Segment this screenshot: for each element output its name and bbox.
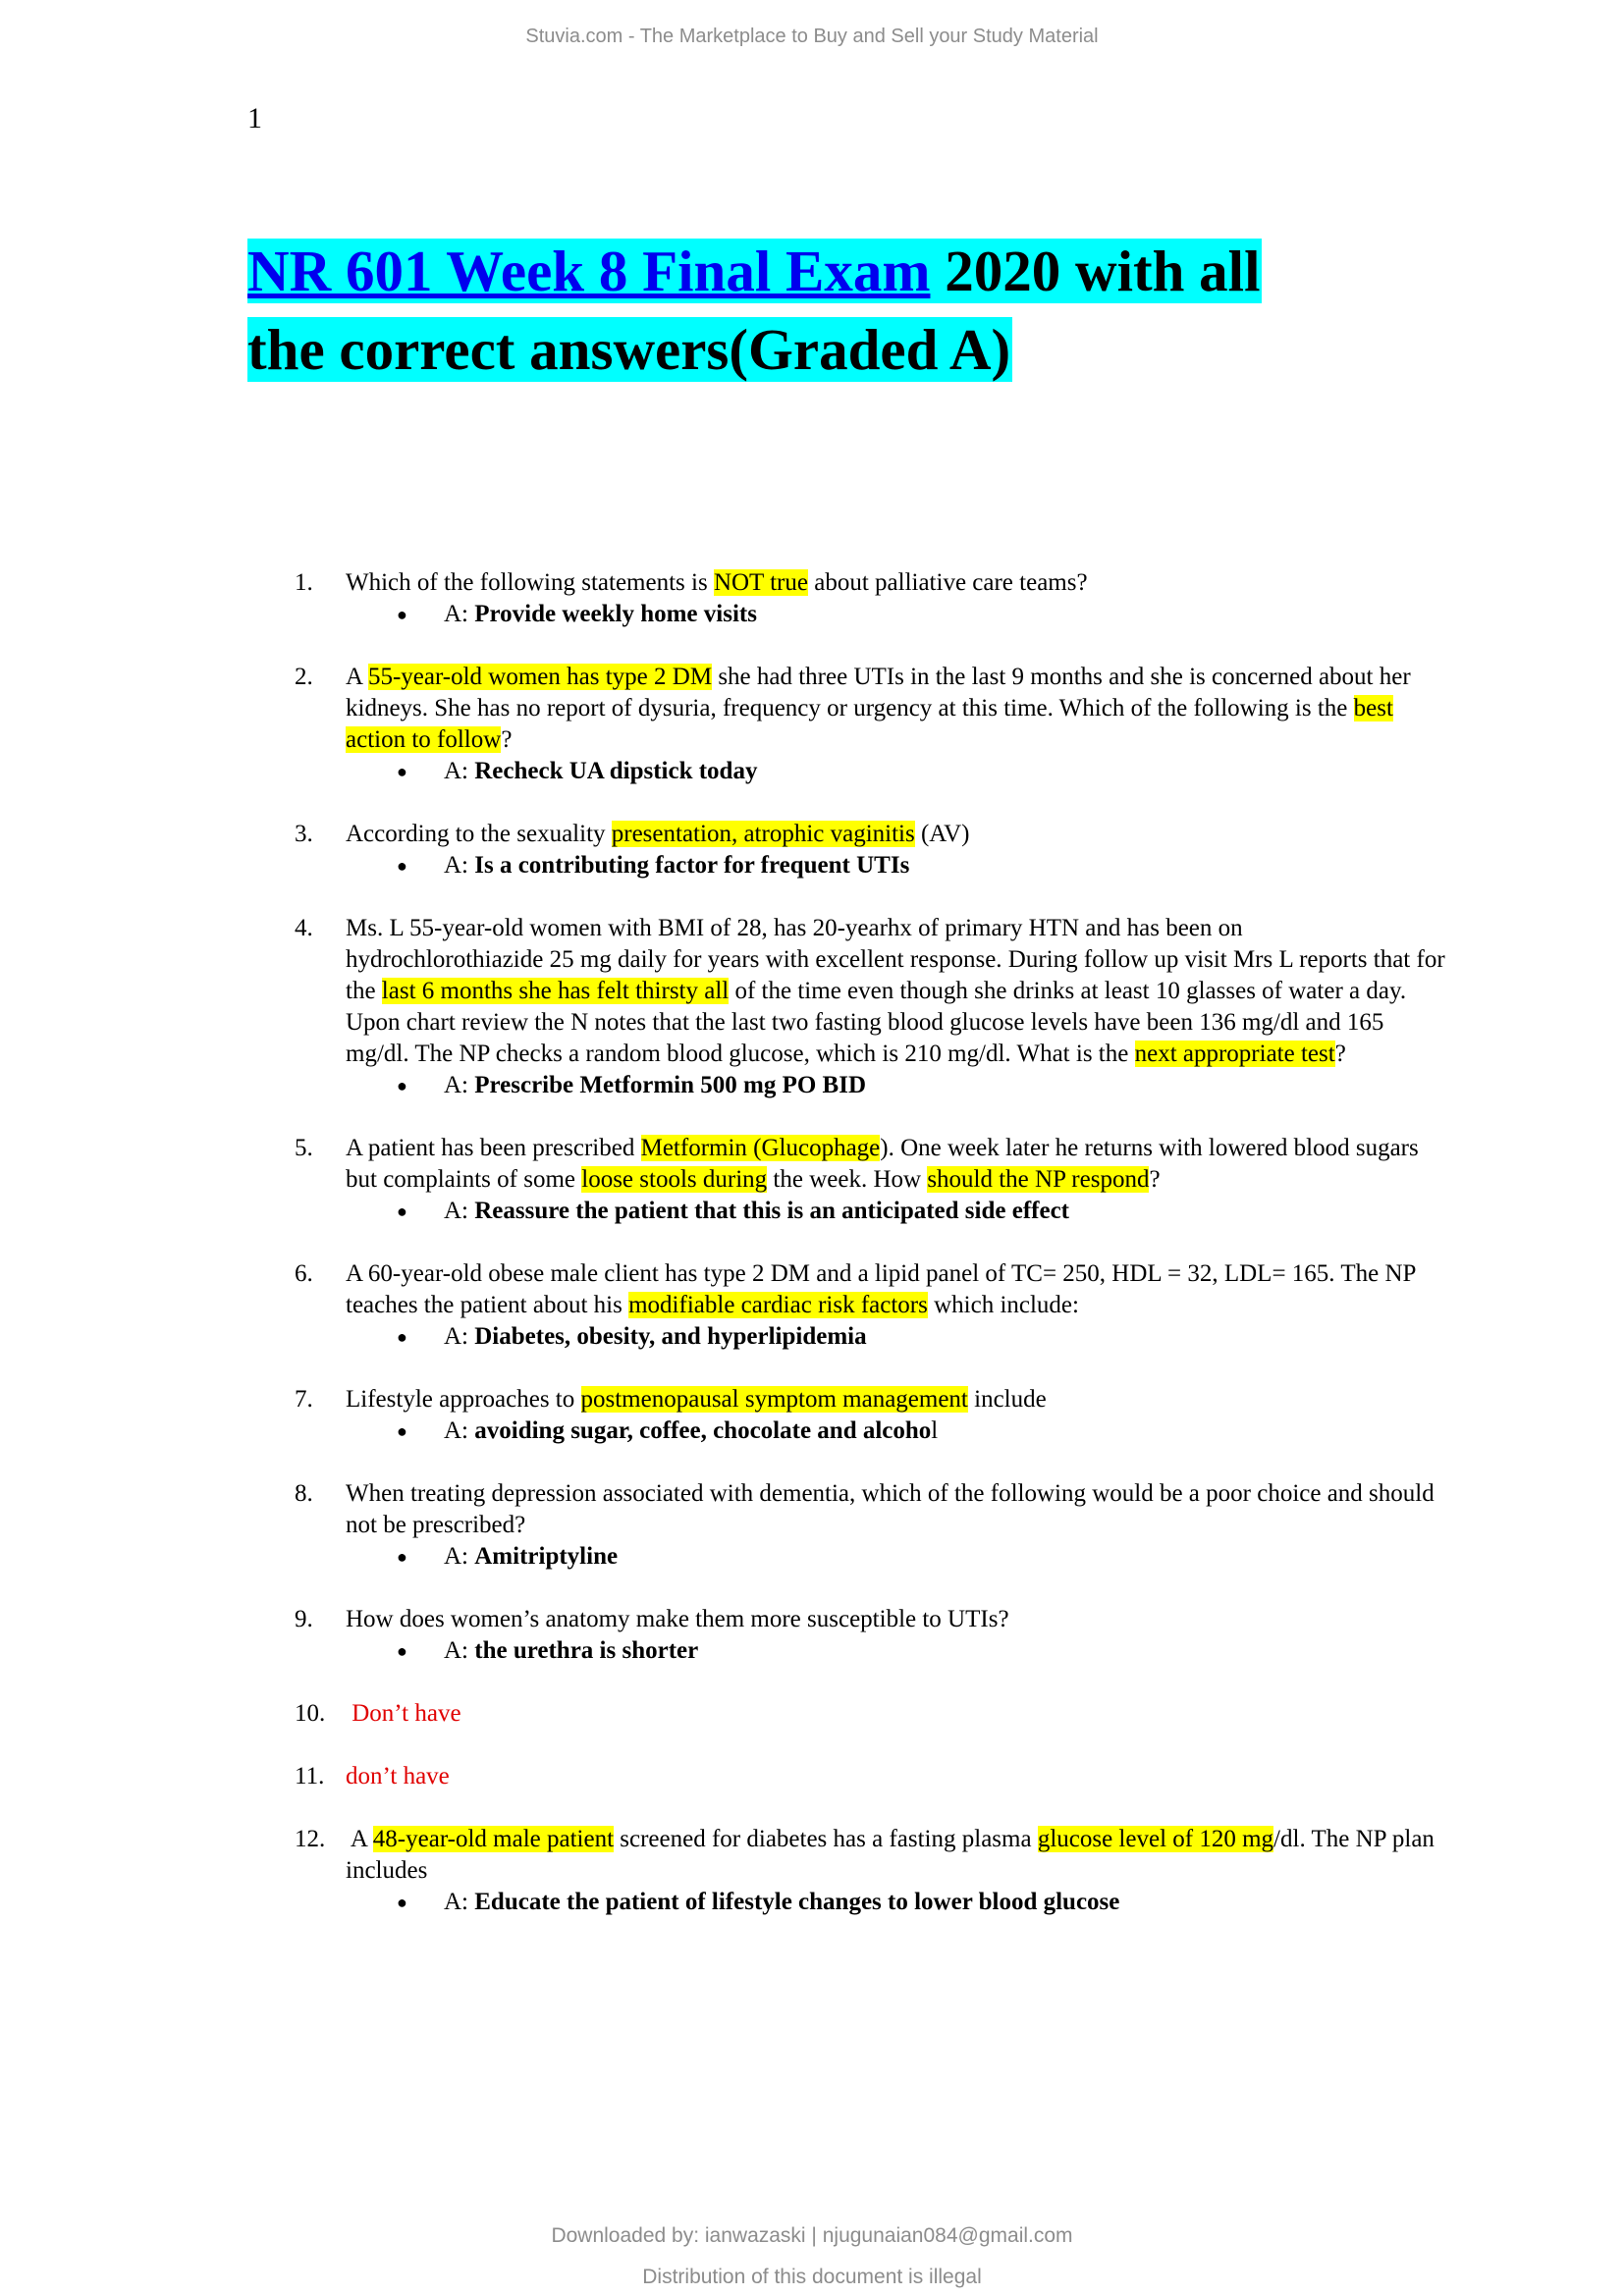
question-10 [0,1698,1445,1730]
answer [346,599,1445,630]
question-4 [0,913,1445,1101]
question-number: 9. [295,1606,313,1632]
question-number: 4. [295,915,313,941]
question-number: 1. [295,569,313,596]
highlight: loose stools during [581,1166,768,1193]
highlight: glucose level of 120 mg [1037,1826,1274,1852]
question-2 [0,662,1445,787]
question-11 [0,1761,1445,1792]
answer-prefix: A: [444,1889,475,1915]
question-text: A patient has been prescribed Metformin (Glucophage). One week later he returns with lowered blood sugars but complaints of some loose stools during the week. How should the NP respond? [346,1135,1419,1193]
answer [346,1070,1445,1101]
answer [346,1196,1445,1227]
bullet-icon: ● [397,1547,407,1567]
answer [346,850,1445,881]
question-3 [0,819,1445,881]
question-list [0,567,1624,1949]
bullet-icon: ● [397,762,407,781]
question-text: How does women’s anatomy make them more susceptible to UTIs? [346,1606,1009,1632]
answer-text: Prescribe Metformin 500 mg PO BID [474,1072,866,1098]
answer-text: Recheck UA dipstick today [474,758,758,784]
answer-text: Provide weekly home visits [474,601,757,627]
answer-prefix: A: [444,601,475,627]
question-text: Lifestyle approaches to postmenopausal symptom management include [346,1386,1047,1413]
question-9 [0,1604,1445,1667]
title-link[interactable]: NR 601 Week 8 Final Exam [247,239,931,303]
question-1 [0,567,1445,630]
highlight: best action to follow [346,695,1393,753]
bullet-icon: ● [397,1641,407,1661]
question-text: Which of the following statements is NOT true about palliative care teams? [346,569,1088,596]
question-number: 2. [295,664,313,690]
question-number: 7. [295,1386,313,1413]
answer-text: Amitriptyline [474,1543,619,1570]
highlight: next appropriate test [1134,1041,1335,1067]
highlight: modifiable cardiac risk factors [628,1292,928,1318]
answer-text: avoiding sugar, coffee, chocolate and alcoho [474,1417,932,1444]
answer-text: Educate the patient of lifestyle changes to lower blood glucose [474,1889,1120,1915]
bullet-icon: ● [397,1421,407,1441]
question-text: Ms. L 55-year-old women with BMI of 28, has 20-yearhx of primary HTN and has been on hydrochlorothiazide 25 mg daily for years with excellent response. During follow up visit Mrs L reports that for the last 6 months she has felt thirsty all of the time even though she drinks at least 10 glasses of water a day. Upon chart review the N notes that the last two fasting blood glucose levels have been 136 mg/dl and 165 mg/dl. The NP checks a random blood glucose, which is 210 mg/dl. What is the next appropriate test? [346,915,1445,1067]
answer-prefix: A: [444,1543,475,1570]
question-number: 6. [295,1260,313,1287]
document-title [247,232,1406,389]
bullet-icon: ● [397,856,407,876]
question-number: 12. [295,1826,326,1852]
answer [346,1321,1445,1353]
answer-prefix: A: [444,1323,475,1350]
answer-prefix: A: [444,758,475,784]
question-8 [0,1478,1445,1573]
answer-prefix: A: [444,1417,475,1444]
footer-downloaded-by: Downloaded by: ianwazaski | njugunaian084@gmail.com [551,2224,1073,2247]
highlight: NOT true [713,569,808,596]
question-number: 10. [295,1700,326,1727]
highlight: should the NP respond [927,1166,1150,1193]
answer-text: the urethra is shorter [474,1637,699,1664]
answer-tail: l [931,1417,939,1444]
question-number: 11. [295,1763,325,1789]
answer-text: Diabetes, obesity, and hyperlipidemia [474,1323,867,1350]
question-text: A 60-year-old obese male client has type 2 DM and a lipid panel of TC= 250, HDL = 32, LDL= 165. The NP teaches the patient about his modifiable cardiac risk factors which include: [346,1260,1416,1318]
question-text: According to the sexuality presentation, atrophic vaginitis (AV) [346,821,970,847]
highlight: Metformin (Glucophage [640,1135,881,1161]
answer [346,1635,1445,1667]
bullet-icon: ● [397,1327,407,1347]
question-text: A 55-year-old women has type 2 DM she had three UTIs in the last 9 months and she is concerned about her kidneys. She has no report of dysuria, frequency or urgency at this time. Which of the following is the best action to follow? [346,664,1411,753]
highlight: 48-year-old male patient [372,1826,615,1852]
highlight: postmenopausal symptom management [580,1386,968,1413]
page-number: 1 [247,102,262,134]
question-12 [0,1824,1445,1918]
question-5 [0,1133,1445,1227]
answer [346,1415,1445,1447]
answer-text: Reassure the patient that this is an anticipated side effect [474,1198,1069,1224]
answer [346,1541,1445,1573]
question-6 [0,1258,1445,1353]
question-text: A 48-year-old male patient screened for diabetes has a fasting plasma glucose level of 120 mg/dl. The NP plan includes [346,1826,1435,1884]
question-number: 5. [295,1135,313,1161]
bullet-icon: ● [397,1076,407,1095]
highlight: 55-year-old women has type 2 DM [367,664,713,690]
question-7 [0,1384,1445,1447]
answer [346,1887,1445,1918]
question-text: When treating depression associated with dementia, which of the following would be a poor choice and should not be prescribed? [346,1480,1435,1538]
highlight: last 6 months she has felt thirsty all [381,978,730,1004]
question-number: 3. [295,821,313,847]
answer-prefix: A: [444,1072,475,1098]
title-line2: the correct answers(Graded A) [247,317,1011,382]
question-text: Don’t have [346,1700,461,1727]
bullet-icon: ● [397,1201,407,1221]
title-line1-rest: 2020 with all [930,239,1261,303]
answer-prefix: A: [444,852,475,879]
highlight: presentation, atrophic vaginitis [611,821,915,847]
bullet-icon: ● [397,1893,407,1912]
bullet-icon: ● [397,605,407,624]
footer-distribution-notice: Distribution of this document is illegal [642,2266,982,2288]
answer-prefix: A: [444,1637,475,1664]
watermark-header: Stuvia.com - The Marketplace to Buy and Sell your Study Material [525,26,1099,47]
question-number: 8. [295,1480,313,1507]
answer-text: Is a contributing factor for frequent UTIs [474,852,910,879]
question-text: don’t have [346,1763,450,1789]
answer [346,756,1445,787]
answer-prefix: A: [444,1198,475,1224]
